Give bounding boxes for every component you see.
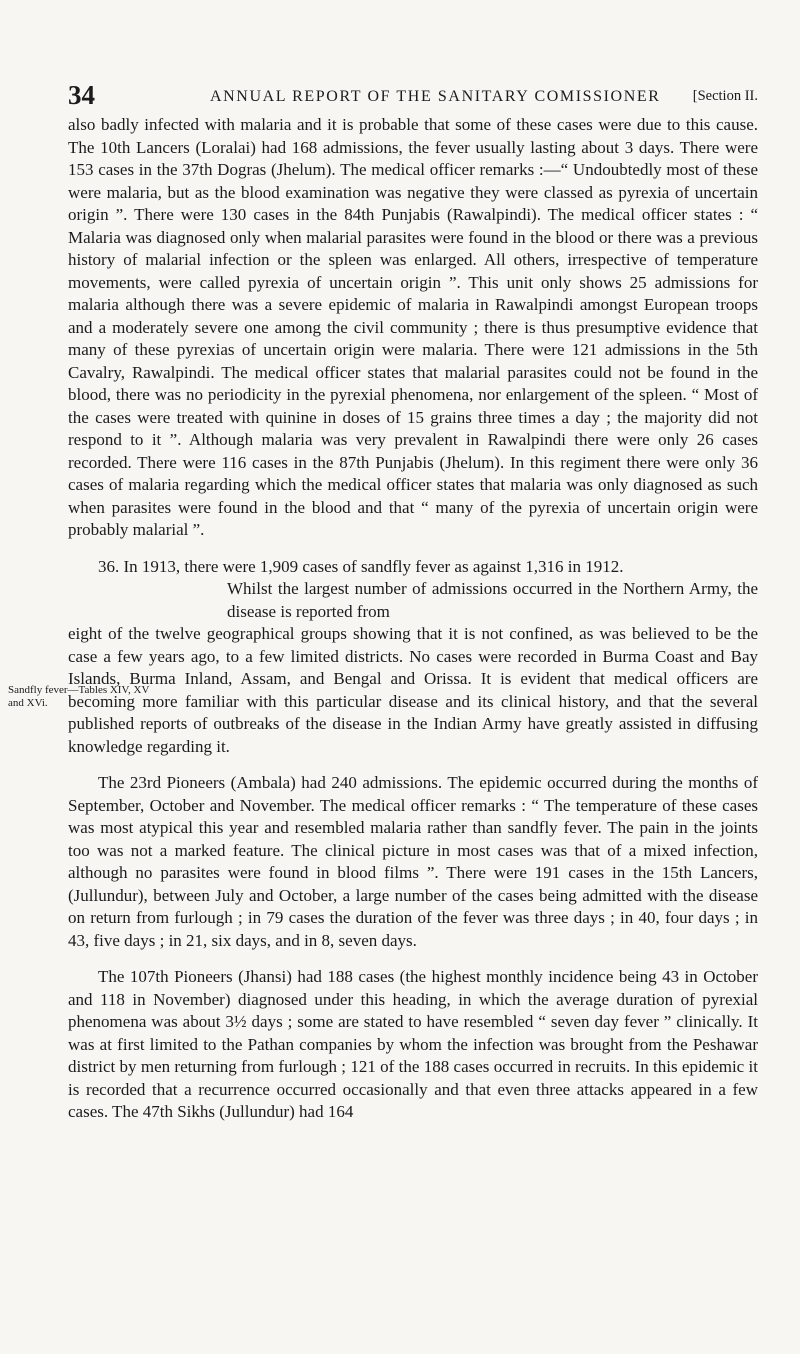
paragraph-36-rest: eight of the twelve geographical groups showing that it is not confined, as was believed to be the case a few years ago, to a few limited districts. No cases were recorded in Burma Coast and Bay Islands, Burma Inland, Assam, and Bengal and Orissa. It is evident that medical officers are becoming more familiar with this particular disease and its clinical history, and that the several published reports of outbreaks of the disease in the Indian Army have greatly assisted in diffusing knowledge regarding it.: [68, 624, 758, 756]
paragraph-3: The 23rd Pioneers (Ambala) had 240 admissions. The epidemic occurred during the months of September, October and November. The medical officer remarks : “ The temperature of these cases was most atypical this year and resembled malaria rather than sandfly fever. The pain in the joints too was not a marked feature. The clinical picture in most cases was that of a mixed infection, although no parasites were found in blood films ”. There were 191 cases in the 15th Lancers, (Jullundur), between July and October, a large number of the cases being admitted with the disease on return from furlough ; in 79 cases the duration of the fever was three days ; in 40, four days ; in 43, five days ; in 21, six days, and in 8, seven days.: [68, 773, 758, 950]
paragraph-36-wrap: [68, 578, 758, 623]
page-number: 34: [68, 80, 95, 110]
page-body: [68, 114, 758, 1124]
paragraph-36-lead: 36. In 1913, there were 1,909 cases of sandfly fever as against 1,316 in 1912.: [98, 556, 624, 576]
paragraph-4: The 107th Pioneers (Jhansi) had 188 cases (the highest monthly incidence being 43 in October and 118 in November) diagnosed under this heading, in which the average duration of pyrexial phenomena was about 3½ days ; some are stated to have resembled “ seven day fever ” clinically. It was at first limited to the Pathan companies by whom the infection was brought from the Peshawar district by men returning from furlough ; 121 of the 188 cases occurred in recruits. In this epidemic it is recorded that a recurrence occurred occasionally and that even three attacks appeared in a few cases. The 47th Sikhs (Jullundur) had 164: [68, 967, 758, 1121]
section-label: [Section II.: [692, 88, 758, 104]
page-header: [68, 80, 758, 116]
running-title: ANNUAL REPORT OF THE SANITARY COMISSIONER: [210, 88, 661, 105]
paragraph-1: also badly infected with malaria and it is probable that some of these cases were due to this cause. The 10th Lancers (Loralai) had 168 admissions, the fever usually lasting about 3 days. There were 153 cases in the 37th Dogras (Jhelum). The medical officer remarks :—“ Undoubtedly most of these were malaria, but as the blood examination was negative they were classed as pyrexia of uncertain origin ”. There were 130 cases in the 84th Punjabis (Rawalpindi). The medical officer states : “ Malaria was diagnosed only when malarial parasites were found in the blood or there was a previous history of malarial infection or the spleen was enlarged. All others, irrespective of temperature movements, were called pyrexia of uncertain origin ”. This unit only shows 25 admissions for malaria although there was a severe epidemic of malaria in Rawalpindi amongst European troops and a moderately severe one among the civil community ; there is thus presumptive evidence that many of these pyrexias of uncertain origin were malaria. There were 121 admissions in the 5th Cavalry, Rawalpindi. The medical officer states that malarial parasites could not be found in the blood, there was no periodicity in the pyrexial phenomena, nor enlargement of the spleen. “ Most of the cases were treated with quinine in doses of 15 grains three times a day ; the majority did not respond to it ”. Although malaria was very prevalent in Rawalpindi there were only 26 cases recorded. There were 116 cases in the 87th Punjabis (Jhelum). In this regiment there were only 36 cases of malaria regarding which the medical officer states that malaria was only diagnosed as such when parasites were found in the blood and that “ many of the pyrexia of uncertain origin were probably malarial ”.: [68, 115, 758, 539]
margin-note: Sandfly fever—Tables XIV, XV and XVi.: [8, 684, 150, 709]
paragraph-36-wrapped: Whilst the largest number of admissions occurred in the Northern Army, the disease is reported from: [227, 579, 758, 621]
